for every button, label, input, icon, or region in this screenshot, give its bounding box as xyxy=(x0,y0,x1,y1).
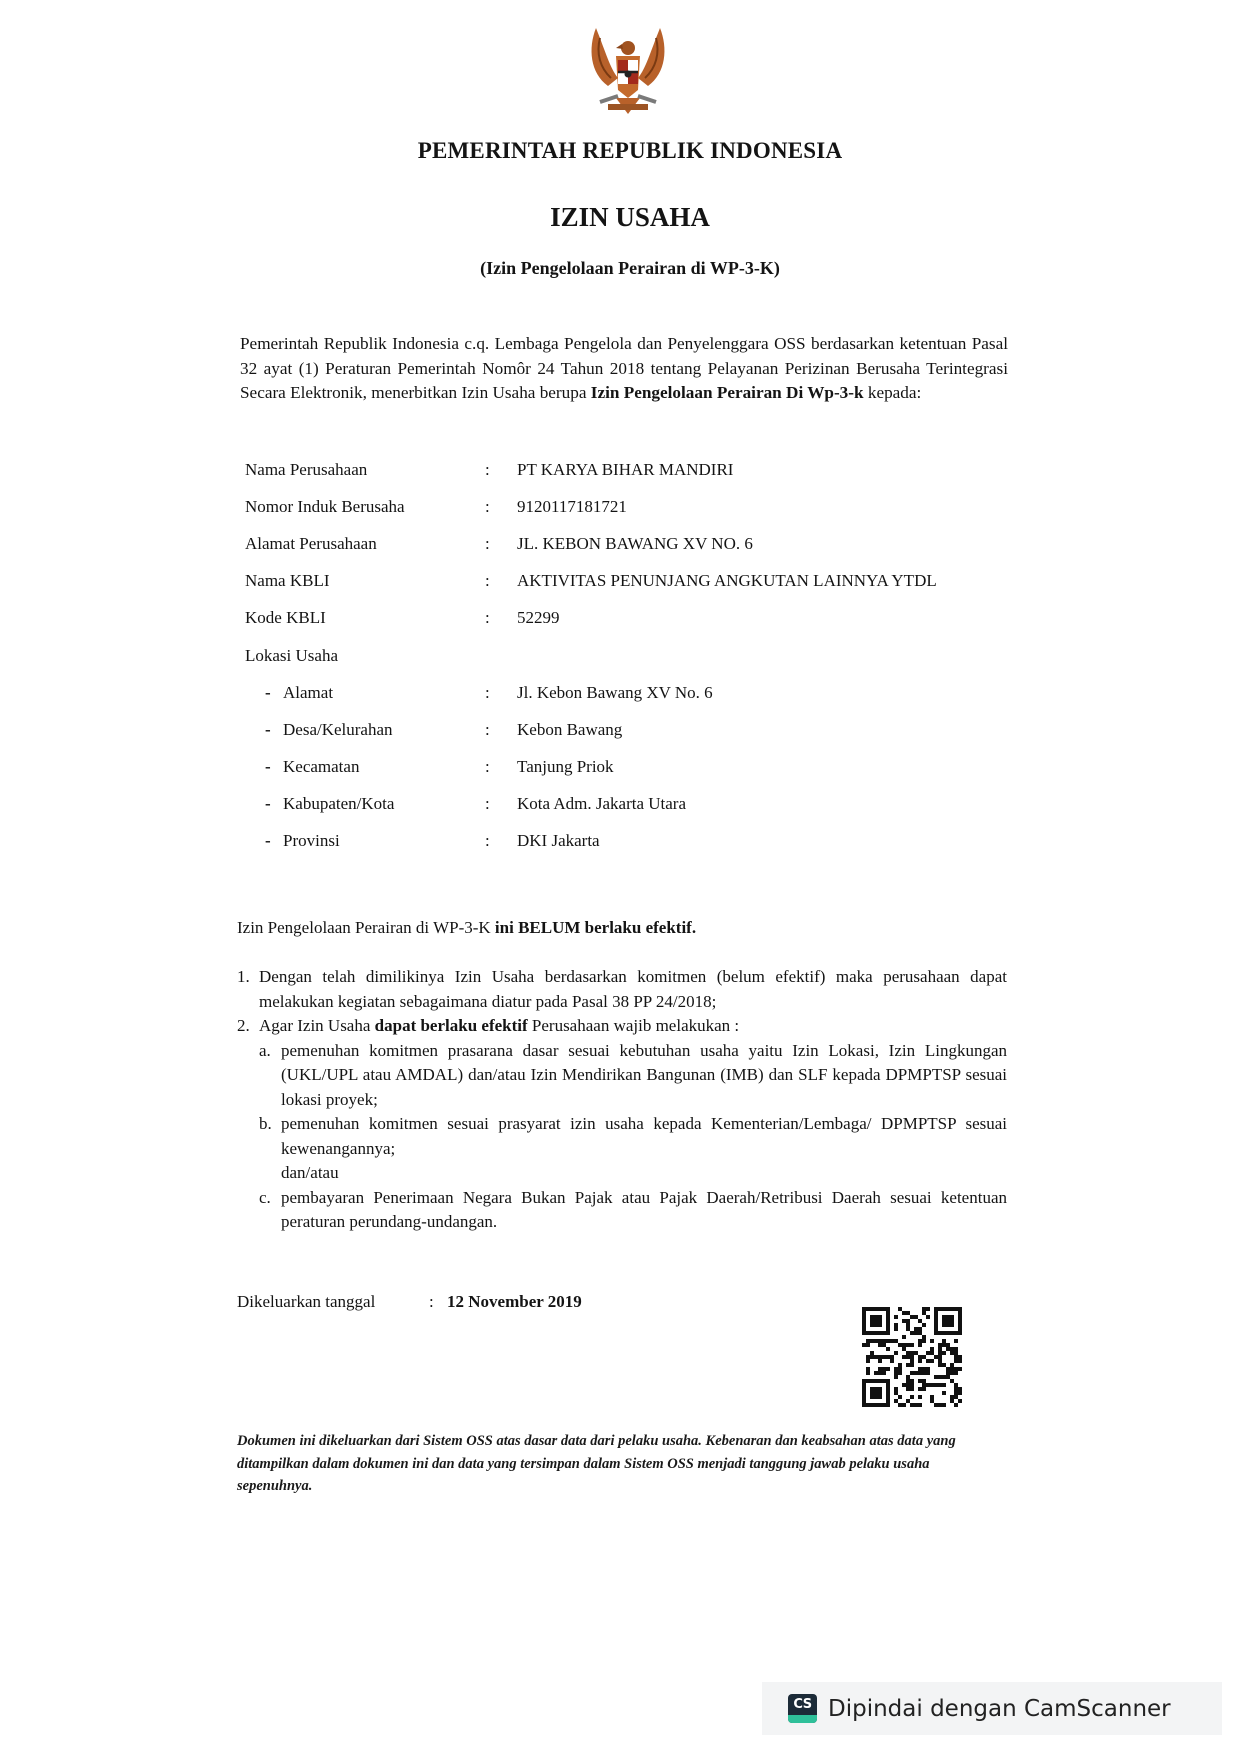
qr-module xyxy=(918,1371,922,1375)
qr-module xyxy=(910,1343,914,1347)
connector-text: dan/atau xyxy=(281,1163,339,1182)
sub-item-text: pemenuhan komitmen sesuai prasyarat izin usaha kepada Kementerian/Lembaga/ DPMPTSP sesuai kewenangannya; xyxy=(281,1114,1007,1158)
qr-module xyxy=(878,1343,882,1347)
qr-module xyxy=(902,1403,906,1407)
condition-item xyxy=(237,1014,1007,1039)
qr-module xyxy=(926,1351,930,1355)
qr-module xyxy=(954,1367,958,1371)
location-heading: Lokasi Usaha xyxy=(245,646,339,665)
qr-module xyxy=(930,1347,934,1351)
item-text: Perusahaan wajib melakukan : xyxy=(527,1016,740,1035)
qr-module xyxy=(942,1391,946,1395)
qr-module xyxy=(942,1403,946,1407)
qr-module xyxy=(934,1375,938,1379)
qr-module xyxy=(950,1367,954,1371)
qr-module xyxy=(898,1395,902,1399)
issued-label: Dikeluarkan tanggal xyxy=(237,1292,376,1311)
qr-module xyxy=(902,1355,906,1359)
qr-module xyxy=(946,1343,950,1347)
qr-code-icon xyxy=(862,1307,962,1407)
qr-module xyxy=(918,1319,922,1323)
qr-module xyxy=(918,1355,922,1359)
qr-module xyxy=(910,1379,914,1383)
qr-module xyxy=(906,1363,910,1367)
qr-module xyxy=(922,1323,926,1327)
qr-module xyxy=(894,1391,898,1395)
qr-module xyxy=(882,1343,886,1347)
qr-module xyxy=(950,1351,954,1355)
logo-accent-bar xyxy=(788,1715,817,1723)
qr-module xyxy=(926,1307,930,1311)
sub-item-letter: b. xyxy=(259,1114,272,1133)
item-text-bold: dapat berlaku efektif xyxy=(374,1016,528,1035)
qr-module xyxy=(918,1367,922,1371)
qr-module xyxy=(930,1359,934,1363)
qr-module xyxy=(918,1359,922,1363)
condition-item xyxy=(237,965,1007,1014)
qr-module xyxy=(898,1307,902,1311)
qr-module xyxy=(918,1395,922,1399)
qr-module xyxy=(958,1367,962,1371)
qr-module xyxy=(910,1383,914,1387)
qr-module xyxy=(906,1379,910,1383)
qr-module xyxy=(910,1359,914,1363)
qr-module xyxy=(946,1371,950,1375)
qr-module xyxy=(902,1347,906,1351)
field-label: Kode KBLI xyxy=(245,608,326,627)
government-title: PEMERINTAH REPUBLIK INDONESIA xyxy=(417,138,843,163)
conditions-list xyxy=(237,965,1007,1235)
qr-module xyxy=(890,1339,894,1343)
qr-module xyxy=(878,1359,882,1363)
qr-module xyxy=(874,1339,878,1343)
qr-module xyxy=(910,1403,914,1407)
permit-status xyxy=(237,918,696,938)
qr-module xyxy=(910,1395,914,1399)
qr-module xyxy=(938,1363,942,1367)
field-label: Nama KBLI xyxy=(245,571,330,590)
qr-module xyxy=(910,1331,914,1335)
field-value: Kebon Bawang xyxy=(517,720,623,739)
garuda-emblem-icon xyxy=(578,18,678,122)
qr-module xyxy=(918,1379,922,1383)
qr-module xyxy=(914,1403,918,1407)
qr-module xyxy=(870,1351,874,1355)
qr-module xyxy=(866,1359,870,1363)
qr-module xyxy=(870,1315,882,1327)
qr-module xyxy=(938,1355,942,1359)
qr-module xyxy=(958,1391,962,1395)
qr-module xyxy=(922,1307,926,1311)
qr-module xyxy=(946,1367,950,1371)
sub-item-letter: a. xyxy=(259,1040,271,1060)
qr-module xyxy=(954,1339,958,1343)
qr-module xyxy=(938,1383,942,1387)
qr-module xyxy=(950,1363,954,1367)
qr-module xyxy=(954,1391,958,1395)
field-value: Kota Adm. Jakarta Utara xyxy=(517,794,686,813)
document-subtitle: (Izin Pengelolaan Perairan di WP-3-K) xyxy=(480,258,780,278)
qr-module xyxy=(906,1327,910,1331)
intro-paragraph xyxy=(240,332,1008,406)
issued-date-row xyxy=(237,1292,582,1312)
camscanner-watermark xyxy=(762,1682,1222,1735)
qr-module xyxy=(926,1371,930,1375)
field-value: PT KARYA BIHAR MANDIRI xyxy=(517,460,734,479)
qr-module xyxy=(874,1371,878,1375)
condition-sub-item xyxy=(259,1112,1007,1161)
qr-module xyxy=(894,1351,898,1355)
qr-module xyxy=(898,1403,902,1407)
field-separator: : xyxy=(485,794,490,813)
qr-module xyxy=(954,1371,958,1375)
qr-module xyxy=(878,1339,882,1343)
qr-module xyxy=(874,1355,878,1359)
logo-text: CS xyxy=(793,1697,812,1712)
qr-module xyxy=(906,1311,910,1315)
qr-module xyxy=(910,1371,914,1375)
field-value: JL. KEBON BAWANG XV NO. 6 xyxy=(517,534,753,553)
qr-module xyxy=(922,1311,926,1315)
qr-module xyxy=(918,1339,922,1343)
qr-module xyxy=(910,1355,914,1359)
qr-module xyxy=(910,1315,914,1319)
item-text: Agar Izin Usaha xyxy=(259,1016,375,1035)
qr-module xyxy=(906,1343,910,1347)
field-separator: : xyxy=(485,831,490,850)
qr-module xyxy=(878,1355,882,1359)
qr-module xyxy=(866,1343,870,1347)
qr-module xyxy=(902,1311,906,1315)
qr-module xyxy=(890,1355,894,1359)
qr-module xyxy=(906,1375,910,1379)
status-prefix: Izin Pengelolaan Perairan di WP-3-K xyxy=(237,918,495,937)
sub-item-text: pemenuhan komitmen prasarana dasar sesuai kebutuhan usaha yaitu Izin Lokasi, Izin Lingkungan (UKL/UPL atau AMDAL) dan/atau Izin Mendirikan Bangunan (IMB) dan SLF kepada DPMPTSP sesuai lokasi proyek; xyxy=(281,1040,1007,1109)
qr-module xyxy=(950,1399,954,1403)
qr-module xyxy=(910,1387,914,1391)
qr-module xyxy=(894,1339,898,1343)
qr-module xyxy=(934,1383,938,1387)
qr-module xyxy=(954,1403,958,1407)
qr-module xyxy=(862,1343,866,1347)
qr-module xyxy=(938,1351,942,1355)
intro-suffix: kepada: xyxy=(863,383,922,402)
qr-module xyxy=(910,1351,914,1355)
disclaimer-text: Dokumen ini dikeluarkan dari Sistem OSS atas dasar data dari pelaku usaha. Kebenaran dan keabsahan atas data yang ditampilkan dalam dokumen ini dan data yang tersimpan dalam Sistem OSS menjadi tanggung jawab pelaku usaha sepenuhnya. xyxy=(237,1433,956,1494)
qr-module xyxy=(906,1399,910,1403)
qr-module xyxy=(886,1367,890,1371)
qr-module xyxy=(894,1399,898,1403)
qr-module xyxy=(902,1335,906,1339)
qr-module xyxy=(926,1367,930,1371)
qr-module xyxy=(914,1371,918,1375)
qr-module xyxy=(926,1359,930,1363)
qr-module xyxy=(914,1351,918,1355)
qr-module xyxy=(914,1331,918,1335)
qr-module xyxy=(942,1351,946,1355)
qr-module xyxy=(886,1355,890,1359)
item-number: 1. xyxy=(237,967,250,986)
qr-module xyxy=(954,1359,958,1363)
qr-module xyxy=(938,1375,942,1379)
field-value: AKTIVITAS PENUNJANG ANGKUTAN LAINNYA YTDL xyxy=(517,571,937,590)
intro-permit-name: Izin Pengelolaan Perairan Di Wp-3-k xyxy=(590,383,864,402)
qr-module xyxy=(930,1351,934,1355)
qr-module xyxy=(882,1371,886,1375)
field-separator: : xyxy=(485,497,490,516)
intro-text: Pemerintah Republik Indonesia c.q. Lembaga Pengelola dan Penyelenggara OSS berdasarkan ketentuan Pasal 32 ayat (1) Peraturan Pemerintah Nomôr 24 Tahun 2018 tentang Pelayanan Perizinan Berusaha Terintegrasi Secara Elektronik, menerbitkan Izin Usaha berupa xyxy=(240,334,1008,402)
qr-module xyxy=(930,1383,934,1387)
qr-module xyxy=(898,1363,902,1367)
qr-module xyxy=(954,1355,958,1359)
qr-module xyxy=(958,1355,962,1359)
qr-module xyxy=(894,1323,898,1327)
qr-module xyxy=(902,1343,906,1347)
condition-sub-item xyxy=(259,1186,1007,1235)
qr-module xyxy=(958,1399,962,1403)
qr-module xyxy=(938,1359,942,1363)
qr-module xyxy=(934,1403,938,1407)
qr-module xyxy=(922,1371,926,1375)
qr-module xyxy=(906,1323,910,1327)
item-text: Dengan telah dimilikinya Izin Usaha berdasarkan komitmen (belum efektif) maka perusahaan dapat melakukan kegiatan sebagaimana diatur pada Pasal 38 PP 24/2018; xyxy=(259,967,1007,1011)
camscanner-logo-icon xyxy=(788,1694,817,1723)
field-value: DKI Jakarta xyxy=(517,831,600,850)
qr-module xyxy=(922,1355,926,1359)
qr-module xyxy=(898,1343,902,1347)
qr-module xyxy=(950,1379,954,1383)
qr-module xyxy=(922,1367,926,1371)
qr-module xyxy=(918,1343,922,1347)
field-separator: : xyxy=(485,534,490,553)
document-title: IZIN USAHA xyxy=(550,202,710,232)
qr-module xyxy=(866,1367,870,1371)
qr-module xyxy=(886,1347,890,1351)
qr-module xyxy=(906,1351,910,1355)
issued-separator: : xyxy=(429,1292,434,1311)
qr-module xyxy=(954,1383,958,1387)
qr-module xyxy=(954,1395,958,1399)
qr-module xyxy=(950,1371,954,1375)
qr-module xyxy=(886,1339,890,1343)
field-value: Jl. Kebon Bawang XV No. 6 xyxy=(517,683,713,702)
qr-module xyxy=(898,1371,902,1375)
qr-module xyxy=(958,1359,962,1363)
qr-module xyxy=(942,1339,946,1343)
qr-module xyxy=(894,1367,898,1371)
qr-module xyxy=(906,1355,910,1359)
qr-module xyxy=(894,1375,898,1379)
qr-module xyxy=(870,1387,882,1399)
qr-module xyxy=(942,1375,946,1379)
qr-module xyxy=(930,1339,934,1343)
qr-module xyxy=(954,1347,958,1351)
qr-module xyxy=(898,1367,902,1371)
field-label: - Alamat xyxy=(283,683,333,703)
qr-module xyxy=(942,1383,946,1387)
field-separator: : xyxy=(485,608,490,627)
qr-module xyxy=(958,1387,962,1391)
qr-module xyxy=(938,1343,942,1347)
field-separator: : xyxy=(485,460,490,479)
qr-module xyxy=(950,1347,954,1351)
condition-sub-item xyxy=(259,1039,1007,1113)
qr-module xyxy=(926,1315,930,1319)
qr-module xyxy=(882,1339,886,1343)
field-label: - Provinsi xyxy=(283,831,340,851)
qr-module xyxy=(942,1363,946,1367)
field-separator: : xyxy=(485,683,490,702)
qr-module xyxy=(938,1347,942,1351)
qr-module xyxy=(922,1383,926,1387)
qr-module xyxy=(910,1363,914,1367)
sub-item-text: pembayaran Penerimaan Negara Bukan Pajak atau Pajak Daerah/Retribusi Daerah sesuai ketentuan peraturan perundang-undangan. xyxy=(281,1187,1007,1231)
qr-module xyxy=(918,1327,922,1331)
qr-module xyxy=(946,1375,950,1379)
qr-module xyxy=(870,1355,874,1359)
qr-module xyxy=(938,1403,942,1407)
qr-module xyxy=(906,1387,910,1391)
qr-module xyxy=(902,1319,906,1323)
qr-module xyxy=(866,1355,870,1359)
qr-module xyxy=(914,1315,918,1319)
qr-module xyxy=(950,1395,954,1399)
field-separator: : xyxy=(485,720,490,739)
sub-item-letter: c. xyxy=(259,1187,271,1207)
field-label: - Desa/Kelurahan xyxy=(283,720,393,740)
qr-module xyxy=(894,1327,898,1331)
field-value: 52299 xyxy=(517,608,560,627)
watermark-text: Dipindai dengan CamScanner xyxy=(828,1695,1171,1722)
qr-module xyxy=(866,1371,870,1375)
qr-module xyxy=(946,1347,950,1351)
qr-module xyxy=(878,1371,882,1375)
qr-module xyxy=(870,1339,874,1343)
field-label: - Kabupaten/Kota xyxy=(283,794,394,814)
field-label: - Kecamatan xyxy=(283,757,359,777)
qr-module xyxy=(918,1403,922,1407)
qr-module xyxy=(894,1315,898,1319)
field-label: Nama Perusahaan xyxy=(245,460,368,479)
qr-module xyxy=(866,1339,870,1343)
qr-module xyxy=(922,1335,926,1339)
qr-module xyxy=(922,1387,926,1391)
qr-module xyxy=(930,1395,934,1399)
qr-module xyxy=(942,1343,946,1347)
qr-module xyxy=(906,1383,910,1387)
field-separator: : xyxy=(485,757,490,776)
qr-module xyxy=(882,1367,886,1371)
qr-module xyxy=(954,1351,958,1355)
qr-module xyxy=(918,1331,922,1335)
qr-module xyxy=(882,1355,886,1359)
field-separator: : xyxy=(485,571,490,590)
qr-module xyxy=(922,1379,926,1383)
qr-module xyxy=(890,1359,894,1363)
qr-module xyxy=(914,1327,918,1331)
qr-module xyxy=(930,1399,934,1403)
field-value: Tanjung Priok xyxy=(517,757,614,776)
qr-module xyxy=(934,1355,938,1359)
qr-module xyxy=(922,1339,926,1343)
item-number: 2. xyxy=(237,1016,250,1035)
field-label: Nomor Induk Berusaha xyxy=(245,497,405,516)
qr-module xyxy=(878,1367,882,1371)
qr-module xyxy=(926,1383,930,1387)
field-label: Alamat Perusahaan xyxy=(245,534,377,553)
qr-module xyxy=(918,1387,922,1391)
qr-module xyxy=(954,1387,958,1391)
qr-module xyxy=(894,1371,898,1375)
status-not-effective: ini BELUM berlaku efektif. xyxy=(494,918,697,937)
field-value: 9120117181721 xyxy=(517,497,627,516)
qr-module xyxy=(902,1383,906,1387)
qr-module xyxy=(894,1387,898,1391)
issued-date: 12 November 2019 xyxy=(447,1292,582,1311)
qr-module xyxy=(942,1315,954,1327)
qr-module xyxy=(906,1319,910,1323)
